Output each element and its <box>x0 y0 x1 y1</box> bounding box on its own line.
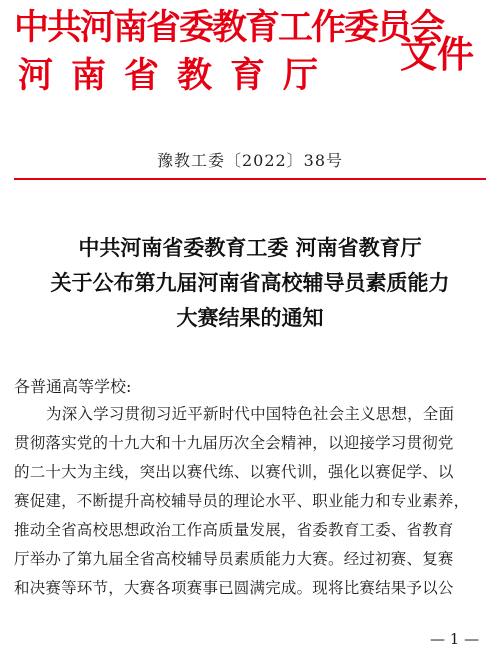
body-line: 赛促建，不断提升高校辅导员的理论水平、职业能力和专业素养， <box>14 492 470 510</box>
page-number: — 1 — <box>430 630 480 648</box>
red-separator-line <box>14 178 486 180</box>
document-number: 豫教工委〔2022〕38号 <box>156 151 344 170</box>
title-line-2: 关于公布第九届河南省高校辅导员素质能力 <box>50 271 450 295</box>
salutation: 各普通高等学校: <box>14 377 132 396</box>
body-line: 厅举办了第九届全省高校辅导员素质能力大赛。经过初赛、复赛 <box>14 550 454 568</box>
issuer-name-line-1: 中共河南省委教育工作委员会 <box>14 7 444 48</box>
body-line: 贯彻落实党的十九大和十九届历次全会精神，以迎接学习贯彻党 <box>14 434 454 452</box>
body-line: 的二十大为主线，突出以赛代练、以赛代训，强化以赛促学、以 <box>14 463 454 481</box>
body-line: 推动全省高校思想政治工作高质量发展，省委教育工委、省教育 <box>14 521 454 539</box>
issuer-name-line-2: 河南省教育厅 <box>18 55 337 96</box>
title-line-1: 中共河南省委教育工委 河南省教育厅 <box>78 236 422 260</box>
title-line-3: 大赛结果的通知 <box>176 306 324 330</box>
body-line: 为深入学习贯彻习近平新时代中国特色社会主义思想，全面 <box>46 405 455 423</box>
body-line: 和决赛等环节，大赛各项赛事已圆满完成。现将比赛结果予以公 <box>14 579 454 597</box>
document-type-label: 文件 <box>400 32 474 76</box>
